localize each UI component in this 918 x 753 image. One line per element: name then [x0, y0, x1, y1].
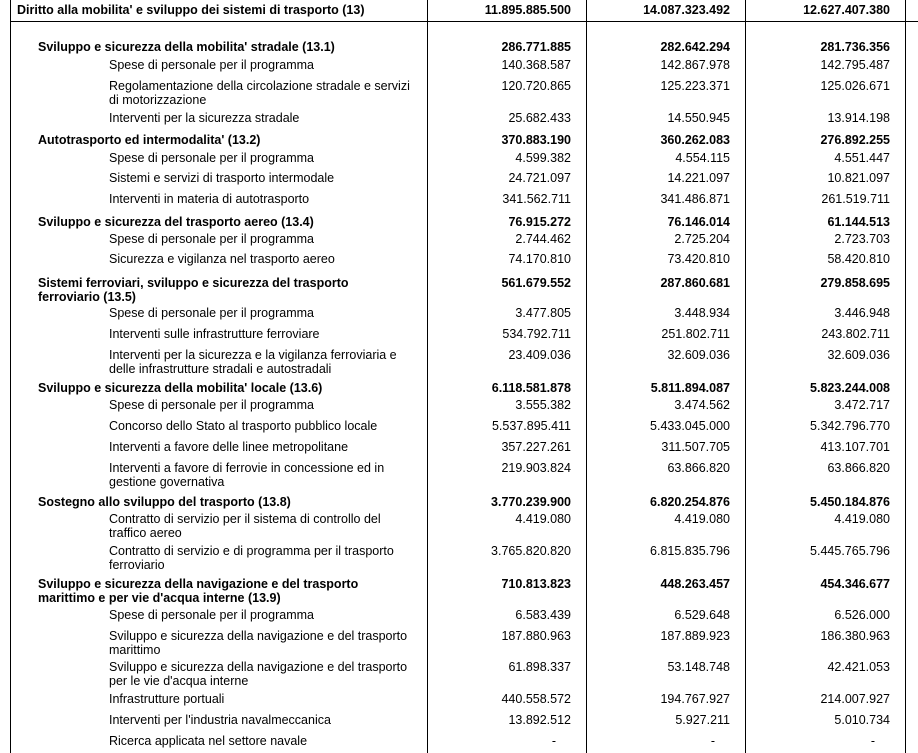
action-value-2: 251.802.711 [661, 327, 730, 341]
action-value-3: 142.795.487 [820, 58, 890, 72]
program-value-1: 561.679.552 [501, 276, 571, 290]
action-label: Interventi per la sicurezza stradale [109, 111, 300, 125]
action-value-2: 4.419.080 [674, 512, 730, 526]
action-value-3: 5.342.796.770 [810, 419, 890, 433]
action-value-2: 3.448.934 [674, 306, 730, 320]
mission-separator [10, 21, 918, 22]
program-value-3: 5.450.184.876 [810, 495, 890, 509]
action-value-2: 4.554.115 [675, 151, 730, 165]
action-value-2: 6.815.835.796 [650, 544, 730, 558]
action-value-2: 63.866.820 [667, 461, 730, 475]
action-value-3: 125.026.671 [820, 79, 890, 93]
action-value-1: 4.419.080 [515, 512, 571, 526]
action-value-3: 4.551.447 [834, 151, 890, 165]
program-value-2: 6.820.254.876 [650, 495, 730, 509]
program-value-3: 5.823.244.008 [810, 381, 890, 395]
action-value-2: 14.221.097 [667, 171, 730, 185]
action-value-3: 58.420.810 [827, 252, 890, 266]
action-label: Infrastrutture portuali [109, 692, 225, 706]
action-value-1: 2.744.462 [515, 232, 571, 246]
action-value-3: 3.446.948 [834, 306, 890, 320]
program-value-2: 287.860.681 [660, 276, 730, 290]
program-value-3: 61.144.513 [827, 215, 890, 229]
action-label: Interventi sulle infrastrutture ferroviare [109, 327, 320, 341]
program-label: Sviluppo e sicurezza del trasporto aereo (13.4) [38, 215, 314, 229]
action-value-1: 140.368.587 [501, 58, 571, 72]
action-value-3: - [870, 734, 875, 748]
action-label: Spese di personale per il programma [109, 232, 314, 246]
program-label: Sostegno allo sviluppo del trasporto (13.8) [38, 495, 291, 509]
action-value-2: 3.474.562 [674, 398, 730, 412]
action-value-1: 187.880.963 [501, 629, 571, 643]
action-value-3: 10.821.097 [827, 171, 890, 185]
program-value-2: 448.263.457 [660, 577, 730, 591]
action-label: Spese di personale per il programma [109, 58, 314, 72]
mission-value-3: 12.627.407.380 [803, 3, 890, 17]
action-value-2: - [710, 734, 715, 748]
action-value-2: 341.486.871 [660, 192, 730, 206]
action-value-1: 341.562.711 [502, 192, 571, 206]
action-value-3: 32.609.036 [827, 348, 890, 362]
action-value-3: 6.526.000 [834, 608, 890, 622]
action-value-3: 5.010.734 [834, 713, 890, 727]
action-label: Interventi per l'industria navalmeccanica [109, 713, 331, 727]
column-divider-2 [586, 0, 587, 753]
action-value-3: 2.723.703 [834, 232, 890, 246]
table-border-right [905, 0, 906, 753]
action-value-3: 261.519.711 [821, 192, 890, 206]
action-value-1: 357.227.261 [501, 440, 571, 454]
mission-value-2: 14.087.323.492 [643, 3, 730, 17]
program-label: Sviluppo e sicurezza della mobilita' locale (13.6) [38, 381, 323, 395]
program-value-3: 281.736.356 [820, 40, 890, 54]
program-label: Sviluppo e sicurezza della navigazione e del trasporto marittimo e per vie d'acqua interne (13.9) [38, 577, 359, 605]
program-value-3: 276.892.255 [820, 133, 890, 147]
program-value-1: 370.883.190 [501, 133, 571, 147]
action-value-2: 125.223.371 [660, 79, 730, 93]
action-label: Spese di personale per il programma [109, 306, 314, 320]
program-value-3: 454.346.677 [820, 577, 890, 591]
action-value-2: 311.507.705 [661, 440, 730, 454]
mission-label: Diritto alla mobilita' e sviluppo dei sistemi di trasporto (13) [17, 3, 365, 17]
action-value-3: 3.472.717 [834, 398, 890, 412]
action-value-3: 214.007.927 [820, 692, 890, 706]
action-value-3: 243.802.711 [821, 327, 890, 341]
action-label: Sviluppo e sicurezza della navigazione e del trasporto per le vie d'acqua interne [109, 660, 408, 688]
action-value-3: 13.914.198 [827, 111, 890, 125]
action-label: Concorso dello Stato al trasporto pubblico locale [109, 419, 378, 433]
program-label: Sviluppo e sicurezza della mobilita' stradale (13.1) [38, 40, 335, 54]
action-value-1: 3.765.820.820 [491, 544, 571, 558]
action-label: Contratto di servizio per il sistema di controllo del traffico aereo [109, 512, 381, 540]
program-value-1: 76.915.272 [508, 215, 571, 229]
action-value-2: 53.148.748 [667, 660, 730, 674]
program-value-2: 5.811.894.087 [650, 381, 730, 395]
action-value-1: 120.720.865 [501, 79, 571, 93]
mission-value-1: 11.895.885.500 [484, 3, 571, 17]
column-divider-1 [427, 0, 428, 753]
action-label: Sviluppo e sicurezza della navigazione e del trasporto marittimo [109, 629, 408, 657]
program-value-1: 6.118.581.878 [491, 381, 571, 395]
program-value-2: 360.262.083 [660, 133, 730, 147]
action-value-1: 4.599.382 [515, 151, 571, 165]
action-label: Spese di personale per il programma [109, 151, 314, 165]
program-value-3: 279.858.695 [820, 276, 890, 290]
action-value-3: 4.419.080 [834, 512, 890, 526]
action-label: Interventi a favore di ferrovie in concessione ed in gestione governativa [109, 461, 385, 489]
action-value-2: 32.609.036 [667, 348, 730, 362]
program-label: Sistemi ferroviari, sviluppo e sicurezza del trasporto ferroviario (13.5) [38, 276, 349, 304]
action-value-1: 61.898.337 [508, 660, 571, 674]
program-value-2: 282.642.294 [660, 40, 730, 54]
action-value-1: 219.903.824 [501, 461, 571, 475]
action-value-3: 186.380.963 [820, 629, 890, 643]
action-label: Ricerca applicata nel settore navale [109, 734, 308, 748]
action-value-2: 14.550.945 [667, 111, 730, 125]
action-label: Regolamentazione della circolazione stradale e servizi di motorizzazione [109, 79, 410, 107]
action-value-1: 13.892.512 [508, 713, 571, 727]
action-value-2: 194.767.927 [660, 692, 730, 706]
program-value-1: 286.771.885 [501, 40, 571, 54]
action-label: Contratto di servizio e di programma per il trasporto ferroviario [109, 544, 394, 572]
column-divider-3 [745, 0, 746, 753]
action-label: Interventi a favore delle linee metropolitane [109, 440, 349, 454]
action-value-1: 3.477.805 [515, 306, 571, 320]
action-value-2: 142.867.978 [660, 58, 730, 72]
action-value-2: 187.889.923 [660, 629, 730, 643]
action-value-1: 534.792.711 [502, 327, 571, 341]
action-value-3: 42.421.053 [827, 660, 890, 674]
action-value-1: 25.682.433 [508, 111, 571, 125]
action-value-2: 73.420.810 [667, 252, 730, 266]
action-value-2: 6.529.648 [674, 608, 730, 622]
program-value-2: 76.146.014 [667, 215, 730, 229]
action-value-2: 5.433.045.000 [650, 419, 730, 433]
program-value-1: 710.813.823 [501, 577, 571, 591]
action-value-3: 5.445.765.796 [810, 544, 890, 558]
action-label: Spese di personale per il programma [109, 398, 314, 412]
table-border-left [10, 0, 11, 753]
action-value-1: 5.537.895.411 [491, 419, 571, 433]
action-label: Interventi in materia di autotrasporto [109, 192, 310, 206]
action-value-3: 63.866.820 [827, 461, 890, 475]
action-value-3: 413.107.701 [820, 440, 890, 454]
action-label: Interventi per la sicurezza e la vigilanza ferroviaria e delle infrastrutture stradali e autostradali [109, 348, 397, 376]
action-value-1: 24.721.097 [508, 171, 571, 185]
action-value-1: 3.555.382 [515, 398, 571, 412]
action-label: Sicurezza e vigilanza nel trasporto aereo [109, 252, 335, 266]
program-value-1: 3.770.239.900 [491, 495, 571, 509]
action-value-2: 5.927.211 [675, 713, 730, 727]
program-label: Autotrasporto ed intermodalita' (13.2) [38, 133, 261, 147]
action-label: Spese di personale per il programma [109, 608, 314, 622]
action-value-1: 23.409.036 [508, 348, 571, 362]
action-value-2: 2.725.204 [674, 232, 730, 246]
action-value-1: 74.170.810 [508, 252, 571, 266]
action-value-1: 440.558.572 [501, 692, 571, 706]
action-label: Sistemi e servizi di trasporto intermodale [109, 171, 335, 185]
action-value-1: 6.583.439 [515, 608, 571, 622]
action-value-1: - [551, 734, 556, 748]
